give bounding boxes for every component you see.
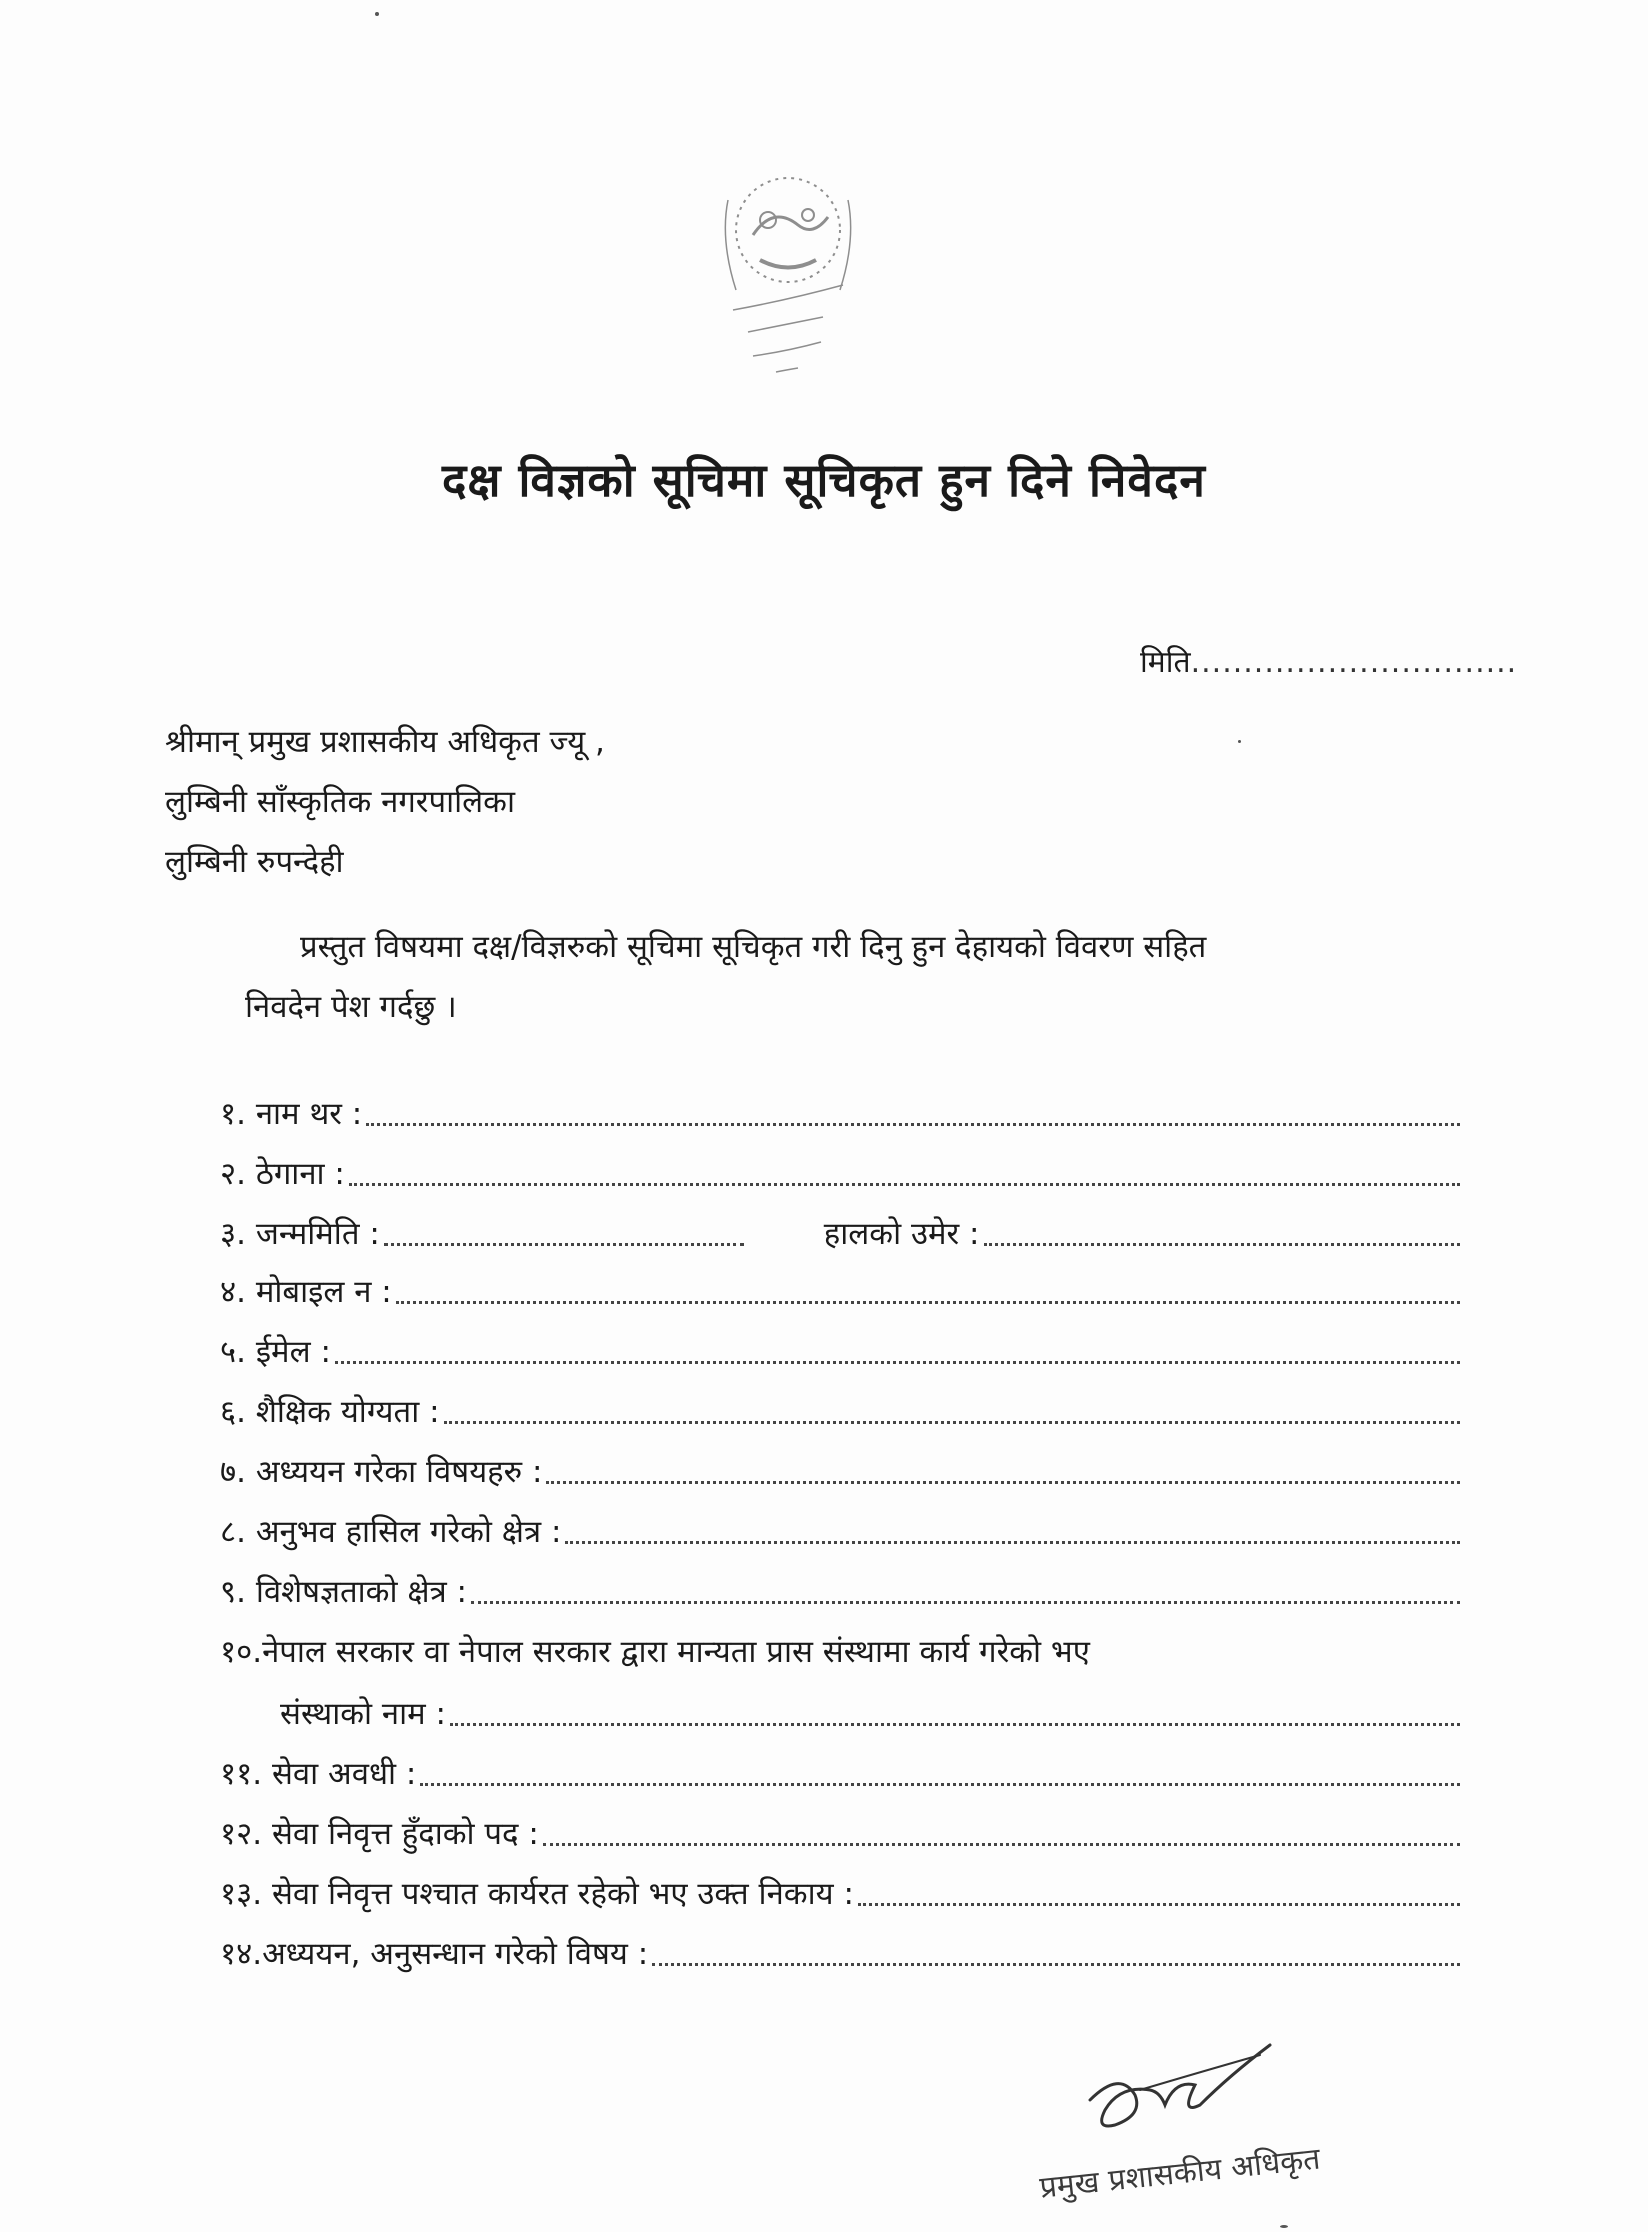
field-label: संस्थाको नाम : — [280, 1696, 446, 1732]
field-blank[interactable] — [420, 1782, 1460, 1786]
field-address[interactable] — [220, 1150, 1460, 1194]
field-label: हालको उमेर : — [823, 1216, 980, 1252]
field-blank[interactable] — [335, 1360, 1460, 1364]
field-subjects[interactable] — [220, 1448, 1460, 1492]
field-blank[interactable] — [543, 1842, 1460, 1846]
date-label: मिति — [1140, 645, 1191, 680]
date-dots: ............................... — [1190, 645, 1518, 680]
field-mobile[interactable] — [220, 1268, 1460, 1312]
field-blank[interactable] — [366, 1122, 1460, 1126]
address-line-3: लुम्बिनी रुपन्देही — [165, 844, 344, 880]
field-service-period[interactable] — [220, 1750, 1460, 1794]
field-current-office[interactable] — [220, 1870, 1460, 1914]
field-experience[interactable] — [220, 1508, 1460, 1552]
field-label: ७. अध्ययन गरेका विषयहरु : — [220, 1454, 543, 1490]
field-label: ८. अनुभव हासिल गरेको क्षेत्र : — [220, 1514, 562, 1550]
field-blank[interactable] — [652, 1962, 1460, 1966]
field-blank[interactable] — [565, 1540, 1460, 1544]
field-name[interactable] — [220, 1090, 1460, 1134]
field-blank[interactable] — [444, 1420, 1460, 1424]
field-organization-name[interactable] — [280, 1690, 1460, 1734]
field-blank[interactable] — [349, 1182, 1460, 1186]
field-label: १०.नेपाल सरकार वा नेपाल सरकार द्वारा मान्यता प्रास संस्थामा कार्य गरेको भए — [220, 1634, 1090, 1670]
speck — [1238, 740, 1241, 743]
field-label: १२. सेवा निवृत्त हुँदाको पद : — [220, 1816, 539, 1852]
field-label: ५. ईमेल : — [220, 1334, 331, 1370]
field-blank[interactable] — [384, 1242, 744, 1246]
address-line-1: श्रीमान् प्रमुख प्रशासकीय अधिकृत ज्यू , — [165, 724, 605, 760]
field-label: ३. जन्ममिति : — [220, 1216, 380, 1252]
speck — [375, 12, 379, 16]
signature-icon — [1030, 2030, 1410, 2220]
signature-caption: प्रमुख प्रशासकीय अधिकृत — [1038, 2141, 1322, 2206]
field-blank[interactable] — [471, 1600, 1460, 1604]
field-blank[interactable] — [858, 1902, 1460, 1906]
field-blank[interactable] — [450, 1722, 1460, 1726]
field-blank[interactable] — [546, 1480, 1460, 1484]
field-label: १. नाम थर : — [220, 1096, 363, 1132]
field-retired-post[interactable] — [220, 1810, 1460, 1854]
field-label: ११. सेवा अवधी : — [220, 1756, 417, 1792]
field-qualification[interactable] — [220, 1388, 1460, 1432]
field-label: ६. शैक्षिक योग्यता : — [220, 1394, 440, 1430]
page-title: दक्ष विज्ञको सूचिमा सूचिकृत हुन दिने निवेदन — [442, 453, 1206, 507]
field-label: ४. मोबाइल न : — [220, 1274, 392, 1310]
field-blank[interactable] — [396, 1300, 1460, 1304]
field-label: ९. विशेषज्ञताको क्षेत्र : — [220, 1574, 467, 1610]
municipality-seal — [668, 160, 908, 380]
field-label: २. ठेगाना : — [220, 1156, 345, 1192]
seal-emblem-icon — [668, 160, 908, 380]
body-line-2: निवदेन पेश गर्दछु । — [245, 989, 457, 1025]
speck — [1280, 2225, 1288, 2228]
field-dob-age[interactable] — [220, 1210, 1460, 1254]
field-govt-work — [220, 1628, 1460, 1672]
field-label: १३. सेवा निवृत्त पश्चात कार्यरत रहेको भए उक्त निकाय : — [220, 1876, 854, 1912]
field-blank[interactable] — [984, 1242, 1461, 1246]
field-label: १४.अध्ययन, अनुसन्धान गरेको विषय : — [220, 1936, 649, 1972]
address-line-2: लुम्बिनी साँस्कृतिक नगरपालिका — [165, 784, 515, 820]
field-specialization[interactable] — [220, 1568, 1460, 1612]
date-line — [1140, 640, 1517, 681]
body-line-1: प्रस्तुत विषयमा दक्ष/विज्ञरुको सूचिमा सूचिकृत गरी दिनु हुन देहायको विवरण सहित — [300, 929, 1207, 965]
field-email[interactable] — [220, 1328, 1460, 1372]
signature-block — [1030, 2030, 1410, 2220]
field-research-subject[interactable] — [220, 1930, 1460, 1974]
